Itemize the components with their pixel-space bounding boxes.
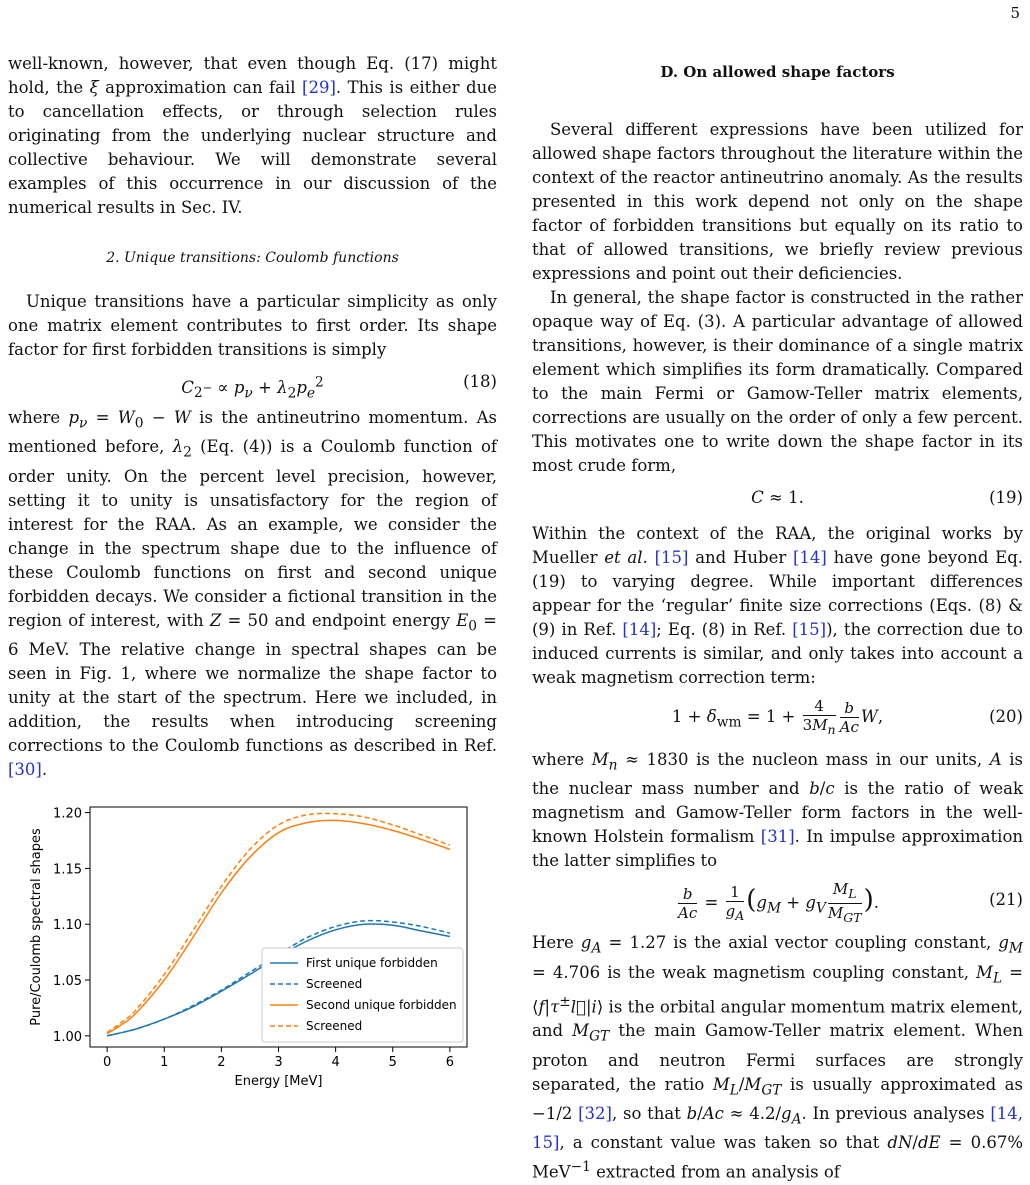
right-paragraph-5: Here $g_A = 1.27$ is the axial vector coupling constant, $g_M = 4.706$ is the weak magnetism coupling constant, $M_L$ = ⟨f|τ±l⃗|i⟩ is the orbital angular momentum matrix element, and $M_{GT}$ the main Gamow-Teller matrix element. When proton and neutron Fermi surfaces are strongly separated, the ratio $M_L/M_{GT}$ is usually approximated as −1/2 [32], so that $b/Ac \approx 4.2/g_A$. In previous analyses [14, 15], a constant value was taken so that dN/dE = 0.67% MeV$^{-1}$ extracted from an analysis of xyxy=(532,933,1024,1182)
left-paragraph-1: well-known, however, that even though Eq. (17) might hold, the ξ approximation can fail [29]. This is either due to cancellation effects, or through selection rules originating from the underlying nuclear structure and collective behaviour. We will demonstrate several examples of this occurrence in our discussion of the numerical results in Sec. IV. xyxy=(8,54,497,217)
legend-label: Screened xyxy=(306,1019,363,1033)
y-tick-label: 1.15 xyxy=(53,862,82,878)
y-tick-label: 1.20 xyxy=(53,806,82,822)
equation-19 xyxy=(532,480,1023,516)
equation-number: (19) xyxy=(989,488,1023,507)
right-column xyxy=(532,52,1023,1185)
right-paragraph-1: Several different expressions have been utilized for allowed shape factors throughout the literature within the context of the reactor antineutrino anomaly. As the results presented in this work depend not only on the shape factor of forbidden transitions but equally on its ratio to that of allowed transitions, we briefly review previous expressions and point out their deficiencies. xyxy=(532,120,1023,283)
legend-label: First unique forbidden xyxy=(306,956,438,970)
x-tick-label: 1 xyxy=(160,1055,169,1070)
x-tick-label: 6 xyxy=(445,1055,455,1070)
equation-number: (18) xyxy=(463,372,497,391)
left-paragraph-3: where $p_\nu = W_0 - W$ is the antineutrino momentum. As mentioned before, $\lambda_2$ (Eq. (4)) is a Coulomb function of order unity. On the percent level precision, however, setting it to unity is unsatisfactory for the region of interest for the RAA. As an example, we consider the change in the spectrum shape due to the influence of these Coulomb functions on first and second unique forbidden decays. We consider a fictional transition in the region of interest, with Z = 50 and endpoint energy $E_0 = 6$ MeV. The relative change in spectral shapes can be seen in Fig. 1, where we normalize the shape factor to unity at the start of the spectrum. Here we included, in addition, the results when introducing screening corrections to the Coulomb functions as described in Ref. [30]. xyxy=(8,408,497,779)
x-tick-label: 4 xyxy=(331,1055,340,1070)
legend-label: Second unique forbidden xyxy=(306,998,457,1012)
equation-21: $\frac{b}{Ac}$ = $\frac{1}{g_A}$ ($g_M + g_V$ $\frac{M_L}{M_{GT}}$ ). (21) xyxy=(532,875,1023,925)
right-paragraph-4: where $M_n \approx 1830$ is the nucleon mass in our units, A is the nuclear mass number and b/c is the ratio of weak magnetism and Gamow-Teller form factors in the well-known Holstein formalism [31]. In impulse approximation the latter simplifies to xyxy=(532,750,1023,871)
legend-label: Screened xyxy=(306,977,363,991)
x-axis-label: Energy [MeV] xyxy=(234,1074,323,1089)
equation-number: (21) xyxy=(989,890,1023,910)
equation-number: (20) xyxy=(989,707,1023,726)
x-tick-label: 2 xyxy=(217,1055,226,1070)
chart-legend xyxy=(262,948,463,1042)
section-heading: D. On allowed shape factors xyxy=(660,63,895,81)
y-tick-label: 1.00 xyxy=(53,1029,82,1045)
right-paragraph-3: Within the context of the RAA, the original works by Mueller et al. [15] and Huber [14] have gone beyond Eq. (19) to varying degree. While important differences appear for the ‘regular’ finite size corrections (Eqs. (8) & (9) in Ref. [14]; Eq. (8) in Ref. [15]), the correction due to induced currents is similar, and only takes into account a weak magnetism correction term: xyxy=(532,524,1023,687)
y-tick-label: 1.10 xyxy=(53,918,82,934)
x-tick-label: 5 xyxy=(388,1055,397,1070)
subsection-heading: 2. Unique transitions: Coulomb functions xyxy=(106,250,399,266)
right-paragraph-2: In general, the shape factor is constructed in the rather opaque way of Eq. (3). A particular advantage of allowed transitions, however, is their dominance of a single matrix element which simplifies its form dramatically. Compared to the main Fermi or Gamow-Teller matrix elements, corrections are usually on the order of only a few percent. This motivates one to write down the shape factor in its most crude form, xyxy=(532,288,1023,475)
page-number: 5 xyxy=(1010,4,1020,22)
y-axis-label: Pure/Coulomb spectral shapes xyxy=(29,828,44,1026)
x-tick-label: 0 xyxy=(102,1055,112,1070)
left-column xyxy=(8,52,497,782)
equation-20: $1 + \delta_{wm} = 1$ + $\frac{4}{3M_n}$ $\frac{b}{Ac}$ W, (20) xyxy=(532,692,1023,742)
x-tick-label: 3 xyxy=(274,1055,283,1070)
left-paragraph-2: Unique transitions have a particular simplicity as only one matrix element contributes to first order. Its shape factor for first forbidden transitions is simply xyxy=(8,292,497,359)
spectral-shape-chart xyxy=(0,795,500,1095)
equation-19-body: C ≈ 1. xyxy=(751,488,804,507)
equation-18: $C_{2^-} \propto p_\nu + \lambda_2p_e^2$ (18) xyxy=(8,364,497,400)
y-tick-label: 1.05 xyxy=(53,974,82,990)
